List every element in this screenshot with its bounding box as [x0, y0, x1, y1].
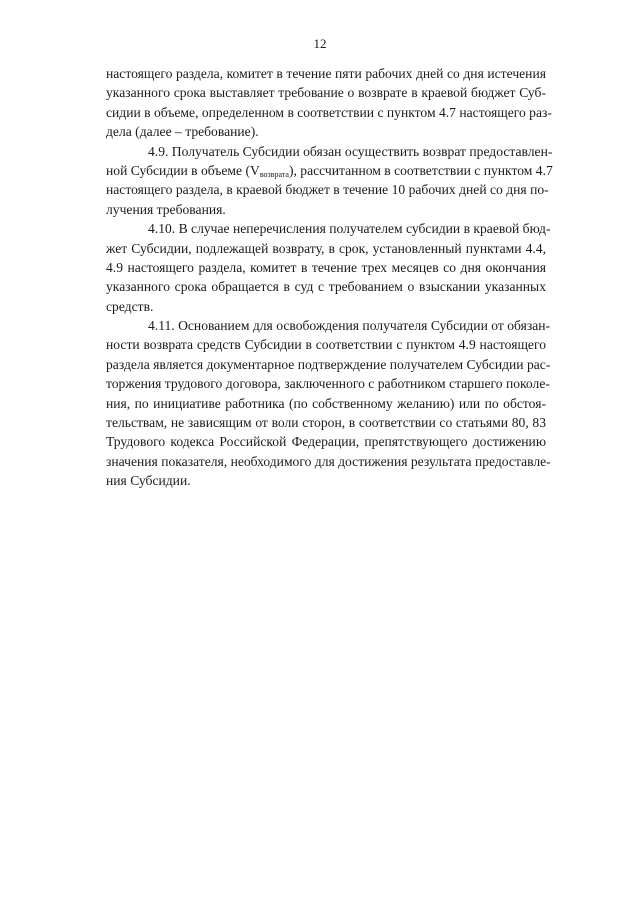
text-line: 4.11. Основанием для освобождения получателя Субсидии от обязан- — [148, 318, 551, 334]
text-line: Трудового кодекса Российской Федерации, препятствующего достижению — [106, 434, 546, 450]
text-line: указанного срока обращается в суд с требованием о взыскании указанных — [106, 279, 546, 295]
text-line: ния Субсидии. — [106, 473, 191, 489]
text-line: раздела является документарное подтверждение получателем Субсидии рас- — [106, 356, 551, 372]
text-line: сидии в объеме, определенном в соответствии с пунктом 4.7 настоящего раз- — [106, 104, 552, 120]
paragraph-4-9 — [106, 142, 553, 220]
paragraph-continuation — [106, 64, 552, 142]
text-line: настоящего раздела, комитет в течение пяти рабочих дней со дня истечения — [106, 66, 546, 81]
text-fragment: ), рассчитанном в соответствии с пунктом 4.7 — [288, 162, 553, 178]
page-number: 12 — [313, 36, 327, 51]
paragraph-4-10 — [106, 219, 551, 316]
text-line: дела (далее – требование). — [106, 124, 259, 140]
text-line: указанного срока выставляет требование о возврате в краевой бюджет Суб- — [106, 85, 546, 101]
text-line: значения показателя, необходимого для достижения результата предоставле- — [106, 453, 551, 469]
text-line: 4.9. Получатель Субсидии обязан осуществить возврат предоставлен- — [148, 143, 553, 159]
text-line-with-subscript — [106, 161, 553, 180]
document-body — [106, 64, 553, 491]
text-line: лучения требования. — [106, 201, 226, 217]
text-line: жет Субсидии, подлежащей возврату, в срок, установленный пунктами 4.4, — [106, 240, 546, 256]
subscript-text: возврата — [259, 169, 289, 179]
text-line: средств. — [106, 298, 154, 314]
text-line: торжения трудового договора, заключенного с работником старшего поколе- — [106, 376, 550, 392]
text-line: тельствам, не зависящим от воли сторон, в соответствии со статьями 80, 83 — [106, 415, 546, 431]
text-fragment: ной Субсидии в объеме (V — [106, 162, 260, 178]
text-line: настоящего раздела, в краевой бюджет в течение 10 рабочих дней со дня по- — [106, 182, 549, 198]
text-line: ния, по инициативе работника (по собственному желанию) или по обстоя- — [106, 395, 546, 411]
paragraph-4-11 — [106, 316, 551, 491]
text-line: 4.10. В случае неперечисления получателем субсидии в краевой бюд- — [148, 221, 551, 237]
text-line: 4.9 настоящего раздела, комитет в течение трех месяцев со дня окончания — [106, 259, 546, 275]
text-line: ности возврата средств Субсидии в соответствии с пунктом 4.9 настоящего — [106, 337, 546, 353]
